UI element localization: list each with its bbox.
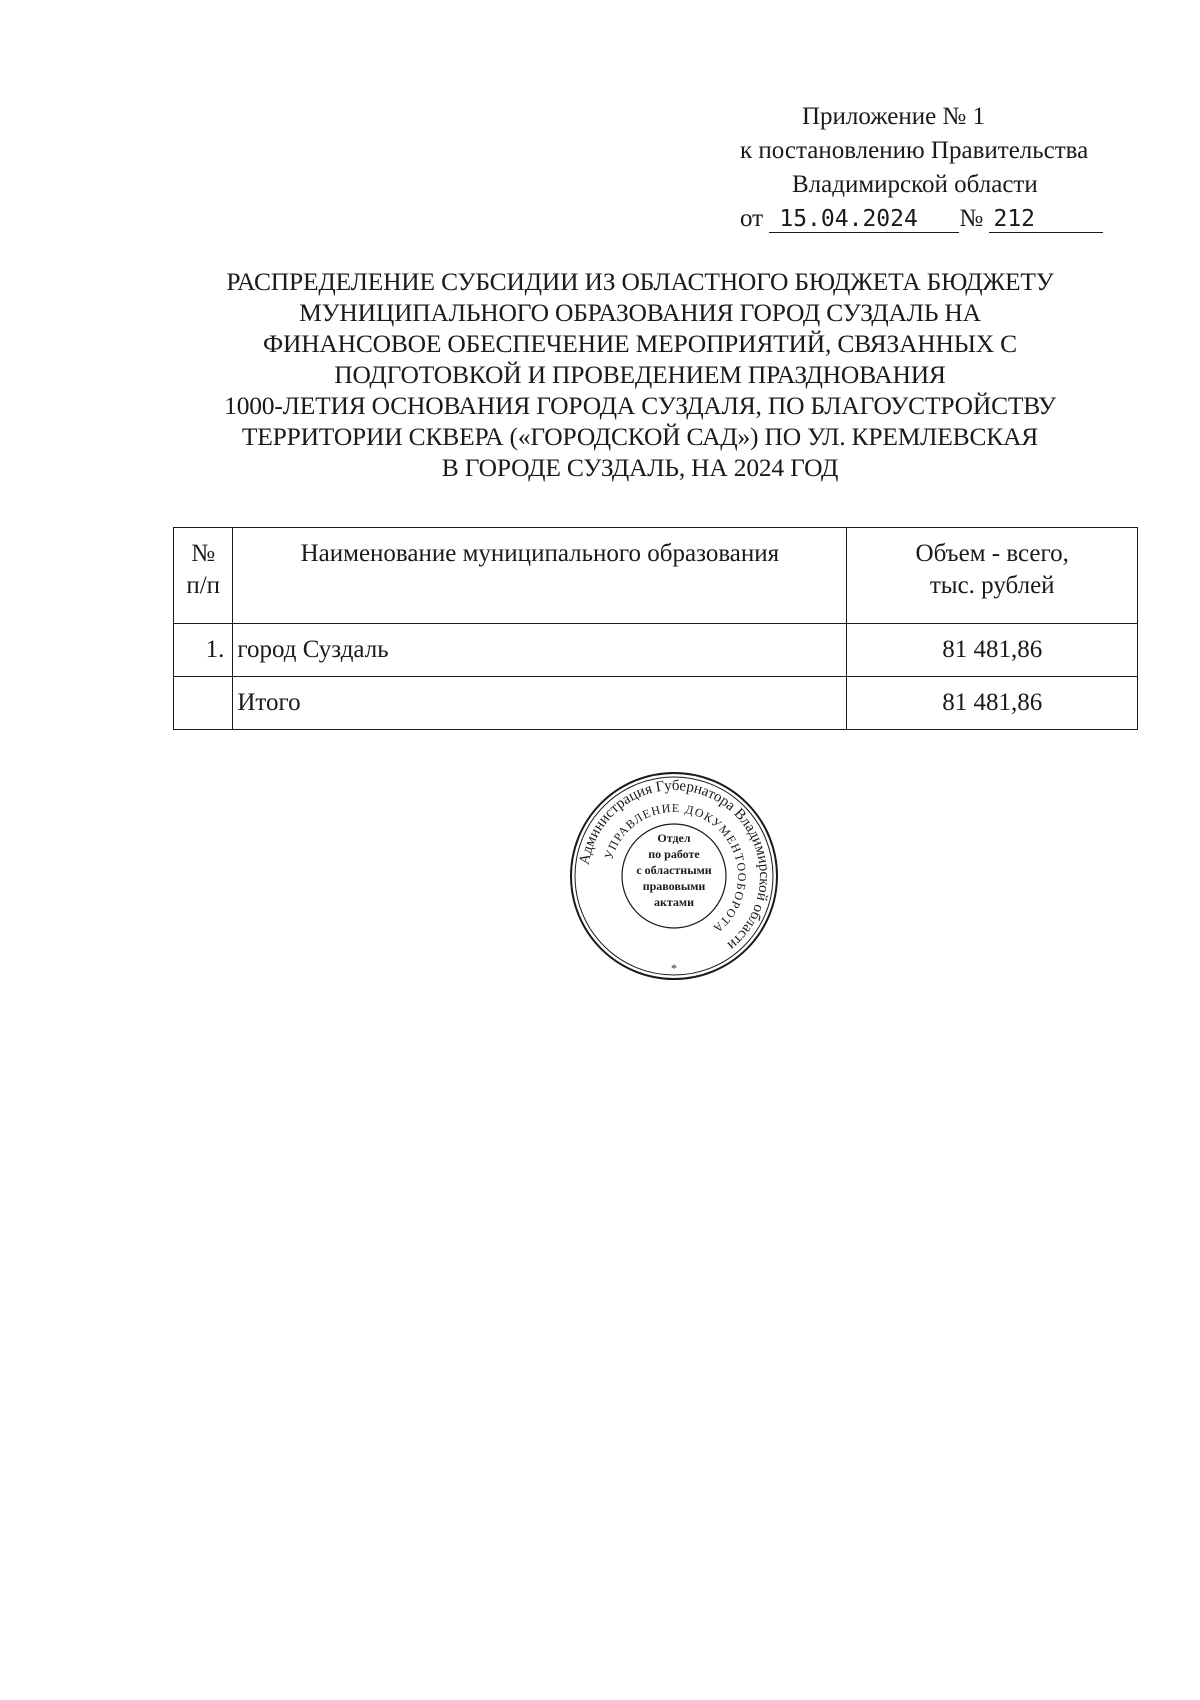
table-row [174,624,1138,677]
stamp-center-line: Отдел [657,831,691,845]
stamp-center-line: по работе [648,847,700,861]
row-name: город Суздаль [233,624,847,677]
header-volume-line-1: Объем - всего, [915,540,1069,567]
row-name: Итого [233,677,847,730]
stamp-center-line: правовыми [642,879,706,893]
appendix-line-3: Владимирской области [792,171,1038,198]
stamp-outer-text: Администрация Губернатора Владимирской области [576,777,773,954]
title-line: ПОДГОТОВКОЙ И ПРОВЕДЕНИЕМ ПРАЗДНОВАНИЯ [334,360,946,389]
title-line: 1000-ЛЕТИЯ ОСНОВАНИЯ ГОРОДА СУЗДАЛЯ, ПО БЛАГОУСТРОЙСТВУ [224,391,1056,420]
document-date: 15.04.2024 [769,206,959,233]
appendix-line-2: к постановлению Правительства [740,137,1089,164]
table-total-row [174,677,1138,730]
document-number: 212 [989,206,1103,233]
title-line: ТЕРРИТОРИИ СКВЕРА («ГОРОДСКОЙ САД») ПО УЛ. КРЕМЛЕВСКАЯ [241,422,1039,451]
header-number [174,528,233,624]
table-header-row [174,528,1138,624]
appendix-line-1: Приложение № 1 [802,103,986,130]
header-number-line-2: п/п [186,572,221,599]
document-title [160,266,1120,483]
row-number [174,677,233,730]
title-line: ФИНАНСОВОЕ ОБЕСПЕЧЕНИЕ МЕРОПРИЯТИЙ, СВЯЗАННЫХ С [263,329,1017,358]
header-name: Наименование муниципального образования [233,528,847,624]
header-volume [847,528,1138,624]
header-number-line-1: № [191,540,216,567]
distribution-table [173,527,1138,730]
appendix-date-line [740,202,1140,236]
official-stamp [568,770,780,982]
stamp-center-text [618,830,730,910]
title-line: РАСПРЕДЕЛЕНИЕ СУБСИДИИ ИЗ ОБЛАСТНОГО БЮДЖЕТА БЮДЖЕТУ [226,267,1054,296]
date-prefix: от [740,205,764,232]
number-prefix: № [959,205,984,232]
stamp-center-line: актами [653,895,695,909]
header-volume-line-2: тыс. рублей [929,572,1055,599]
stamp-inner-text: УПРАВЛЕНИЕ ДОКУМЕНТООБОРОТА [601,800,750,937]
row-volume: 81 481,86 [847,677,1138,730]
stamp-center-line: с областными [636,863,712,877]
title-line: МУНИЦИПАЛЬНОГО ОБРАЗОВАНИЯ ГОРОД СУЗДАЛЬ НА [299,298,981,327]
row-volume: 81 481,86 [847,624,1138,677]
appendix-header [740,100,1140,236]
stamp-star-icon: * [671,961,677,975]
title-line: В ГОРОДЕ СУЗДАЛЬ, НА 2024 ГОД [441,453,839,482]
row-number: 1. [174,624,233,677]
